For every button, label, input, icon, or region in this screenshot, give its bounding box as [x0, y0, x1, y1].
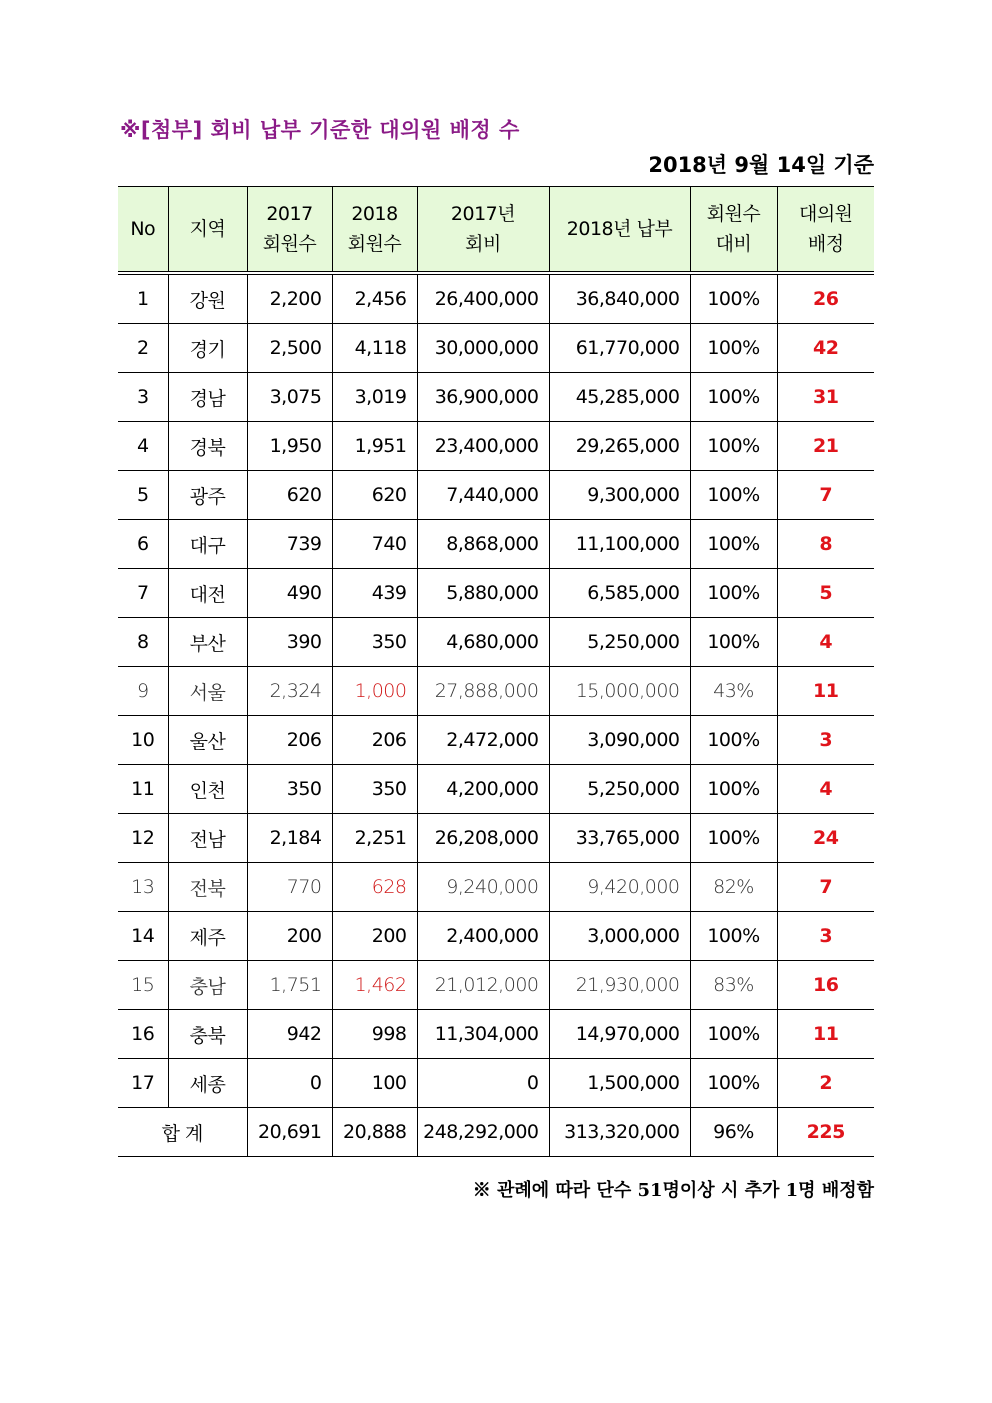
- cell-paid-2018: 61,770,000: [549, 324, 690, 373]
- cell-delegate-alloc: 42: [777, 324, 874, 373]
- cell-members-2017: 2,500: [247, 324, 332, 373]
- cell-members-2017: 2,200: [247, 273, 332, 324]
- header-members-2017: 2017 회원수: [247, 187, 332, 274]
- cell-members-2017: 200: [247, 912, 332, 961]
- cell-members-2017: 942: [247, 1010, 332, 1059]
- header-member-ratio: 회원수 대비: [690, 187, 777, 274]
- cell-ratio: 82%: [690, 863, 777, 912]
- total-dues-2017: 248,292,000: [417, 1108, 549, 1157]
- total-delegate-alloc: 225: [777, 1108, 874, 1157]
- cell-no: 1: [118, 273, 168, 324]
- total-ratio: 96%: [690, 1108, 777, 1157]
- header-delegate-alloc: 대의원 배정: [777, 187, 874, 274]
- cell-no: 10: [118, 716, 168, 765]
- cell-no: 8: [118, 618, 168, 667]
- total-row: [118, 1108, 874, 1157]
- table-row: [118, 422, 874, 471]
- table-row: [118, 1059, 874, 1108]
- cell-no: 7: [118, 569, 168, 618]
- table-row: [118, 324, 874, 373]
- cell-region: 전남: [168, 814, 247, 863]
- table-row: [118, 912, 874, 961]
- cell-dues-2017: 5,880,000: [417, 569, 549, 618]
- table-row: [118, 961, 874, 1010]
- cell-no: 15: [118, 961, 168, 1010]
- cell-dues-2017: 8,868,000: [417, 520, 549, 569]
- cell-dues-2017: 26,400,000: [417, 273, 549, 324]
- cell-region: 인천: [168, 765, 247, 814]
- cell-ratio: 100%: [690, 422, 777, 471]
- table-row: [118, 471, 874, 520]
- cell-region: 제주: [168, 912, 247, 961]
- cell-paid-2018: 45,285,000: [549, 373, 690, 422]
- cell-members-2017: 1,751: [247, 961, 332, 1010]
- cell-no: 9: [118, 667, 168, 716]
- cell-region: 세종: [168, 1059, 247, 1108]
- table-row: [118, 814, 874, 863]
- cell-region: 대전: [168, 569, 247, 618]
- total-label: 합 계: [118, 1108, 247, 1157]
- cell-ratio: 100%: [690, 471, 777, 520]
- cell-members-2018: 740: [332, 520, 417, 569]
- cell-dues-2017: 36,900,000: [417, 373, 549, 422]
- cell-members-2018: 200: [332, 912, 417, 961]
- cell-delegate-alloc: 8: [777, 520, 874, 569]
- cell-members-2017: 2,184: [247, 814, 332, 863]
- header-region: 지역: [168, 187, 247, 274]
- cell-dues-2017: 9,240,000: [417, 863, 549, 912]
- cell-region: 강원: [168, 273, 247, 324]
- table-row: [118, 569, 874, 618]
- cell-members-2018: 3,019: [332, 373, 417, 422]
- cell-ratio: 100%: [690, 569, 777, 618]
- cell-paid-2018: 21,930,000: [549, 961, 690, 1010]
- cell-region: 부산: [168, 618, 247, 667]
- cell-ratio: 100%: [690, 716, 777, 765]
- cell-members-2018: 1,000: [332, 667, 417, 716]
- cell-delegate-alloc: 7: [777, 471, 874, 520]
- cell-paid-2018: 5,250,000: [549, 765, 690, 814]
- cell-members-2017: 739: [247, 520, 332, 569]
- cell-no: 13: [118, 863, 168, 912]
- cell-delegate-alloc: 21: [777, 422, 874, 471]
- table-row: [118, 716, 874, 765]
- cell-dues-2017: 2,472,000: [417, 716, 549, 765]
- cell-paid-2018: 15,000,000: [549, 667, 690, 716]
- cell-ratio: 100%: [690, 324, 777, 373]
- cell-members-2017: 770: [247, 863, 332, 912]
- cell-ratio: 100%: [690, 814, 777, 863]
- cell-paid-2018: 3,090,000: [549, 716, 690, 765]
- cell-region: 서울: [168, 667, 247, 716]
- cell-dues-2017: 30,000,000: [417, 324, 549, 373]
- cell-ratio: 100%: [690, 1059, 777, 1108]
- cell-delegate-alloc: 16: [777, 961, 874, 1010]
- cell-paid-2018: 36,840,000: [549, 273, 690, 324]
- cell-region: 경남: [168, 373, 247, 422]
- cell-no: 4: [118, 422, 168, 471]
- table-header-row: [118, 187, 874, 274]
- cell-members-2018: 1,951: [332, 422, 417, 471]
- cell-region: 대구: [168, 520, 247, 569]
- table-row: [118, 618, 874, 667]
- cell-members-2017: 390: [247, 618, 332, 667]
- table-row: [118, 373, 874, 422]
- cell-members-2018: 350: [332, 618, 417, 667]
- cell-delegate-alloc: 4: [777, 765, 874, 814]
- table-row: [118, 1010, 874, 1059]
- header-paid-2018: 2018년 납부: [549, 187, 690, 274]
- cell-members-2018: 350: [332, 765, 417, 814]
- header-members-2018: 2018 회원수: [332, 187, 417, 274]
- cell-members-2018: 998: [332, 1010, 417, 1059]
- cell-delegate-alloc: 7: [777, 863, 874, 912]
- document-title: ※[첨부] 회비 납부 기준한 대의원 배정 수: [120, 118, 520, 142]
- cell-delegate-alloc: 5: [777, 569, 874, 618]
- total-paid-2018: 313,320,000: [549, 1108, 690, 1157]
- cell-dues-2017: 23,400,000: [417, 422, 549, 471]
- cell-delegate-alloc: 26: [777, 273, 874, 324]
- cell-dues-2017: 27,888,000: [417, 667, 549, 716]
- cell-paid-2018: 14,970,000: [549, 1010, 690, 1059]
- cell-dues-2017: 11,304,000: [417, 1010, 549, 1059]
- cell-delegate-alloc: 2: [777, 1059, 874, 1108]
- table-row: [118, 863, 874, 912]
- cell-dues-2017: 4,680,000: [417, 618, 549, 667]
- cell-members-2018: 206: [332, 716, 417, 765]
- cell-paid-2018: 33,765,000: [549, 814, 690, 863]
- footnote: ※ 관례에 따라 단수 51명이상 시 추가 1명 배정함: [472, 1180, 874, 1201]
- reference-date: 2018년 9월 14일 기준: [648, 153, 874, 177]
- cell-region: 울산: [168, 716, 247, 765]
- cell-no: 2: [118, 324, 168, 373]
- cell-members-2017: 206: [247, 716, 332, 765]
- cell-dues-2017: 26,208,000: [417, 814, 549, 863]
- cell-delegate-alloc: 3: [777, 716, 874, 765]
- cell-region: 충남: [168, 961, 247, 1010]
- cell-no: 5: [118, 471, 168, 520]
- cell-delegate-alloc: 24: [777, 814, 874, 863]
- cell-members-2017: 490: [247, 569, 332, 618]
- cell-delegate-alloc: 11: [777, 667, 874, 716]
- cell-ratio: 100%: [690, 520, 777, 569]
- cell-members-2017: 620: [247, 471, 332, 520]
- cell-no: 3: [118, 373, 168, 422]
- cell-paid-2018: 9,420,000: [549, 863, 690, 912]
- cell-region: 전북: [168, 863, 247, 912]
- cell-delegate-alloc: 3: [777, 912, 874, 961]
- table-row: [118, 667, 874, 716]
- cell-delegate-alloc: 11: [777, 1010, 874, 1059]
- cell-region: 경북: [168, 422, 247, 471]
- cell-members-2018: 628: [332, 863, 417, 912]
- cell-dues-2017: 21,012,000: [417, 961, 549, 1010]
- cell-ratio: 83%: [690, 961, 777, 1010]
- delegate-allocation-table: [118, 186, 874, 1157]
- cell-paid-2018: 9,300,000: [549, 471, 690, 520]
- cell-members-2018: 620: [332, 471, 417, 520]
- cell-ratio: 100%: [690, 912, 777, 961]
- cell-no: 6: [118, 520, 168, 569]
- header-dues-2017: 2017년 회비: [417, 187, 549, 274]
- cell-members-2017: 0: [247, 1059, 332, 1108]
- cell-region: 경기: [168, 324, 247, 373]
- table-row: [118, 765, 874, 814]
- cell-members-2018: 1,462: [332, 961, 417, 1010]
- total-members-2017: 20,691: [247, 1108, 332, 1157]
- cell-members-2017: 2,324: [247, 667, 332, 716]
- cell-paid-2018: 1,500,000: [549, 1059, 690, 1108]
- cell-members-2018: 2,251: [332, 814, 417, 863]
- cell-members-2017: 3,075: [247, 373, 332, 422]
- cell-ratio: 100%: [690, 273, 777, 324]
- cell-dues-2017: 2,400,000: [417, 912, 549, 961]
- cell-dues-2017: 7,440,000: [417, 471, 549, 520]
- total-members-2018: 20,888: [332, 1108, 417, 1157]
- cell-ratio: 43%: [690, 667, 777, 716]
- cell-no: 11: [118, 765, 168, 814]
- table-row: [118, 520, 874, 569]
- cell-paid-2018: 5,250,000: [549, 618, 690, 667]
- cell-members-2018: 439: [332, 569, 417, 618]
- cell-paid-2018: 3,000,000: [549, 912, 690, 961]
- cell-members-2017: 350: [247, 765, 332, 814]
- cell-ratio: 100%: [690, 1010, 777, 1059]
- cell-ratio: 100%: [690, 373, 777, 422]
- cell-ratio: 100%: [690, 618, 777, 667]
- cell-members-2018: 2,456: [332, 273, 417, 324]
- cell-dues-2017: 0: [417, 1059, 549, 1108]
- cell-no: 17: [118, 1059, 168, 1108]
- cell-no: 12: [118, 814, 168, 863]
- cell-paid-2018: 11,100,000: [549, 520, 690, 569]
- cell-no: 14: [118, 912, 168, 961]
- cell-paid-2018: 29,265,000: [549, 422, 690, 471]
- header-no: No: [118, 187, 168, 274]
- table-row: [118, 273, 874, 324]
- cell-members-2018: 100: [332, 1059, 417, 1108]
- cell-ratio: 100%: [690, 765, 777, 814]
- cell-members-2018: 4,118: [332, 324, 417, 373]
- cell-region: 광주: [168, 471, 247, 520]
- cell-region: 충북: [168, 1010, 247, 1059]
- cell-delegate-alloc: 4: [777, 618, 874, 667]
- cell-members-2017: 1,950: [247, 422, 332, 471]
- cell-delegate-alloc: 31: [777, 373, 874, 422]
- cell-no: 16: [118, 1010, 168, 1059]
- cell-paid-2018: 6,585,000: [549, 569, 690, 618]
- cell-dues-2017: 4,200,000: [417, 765, 549, 814]
